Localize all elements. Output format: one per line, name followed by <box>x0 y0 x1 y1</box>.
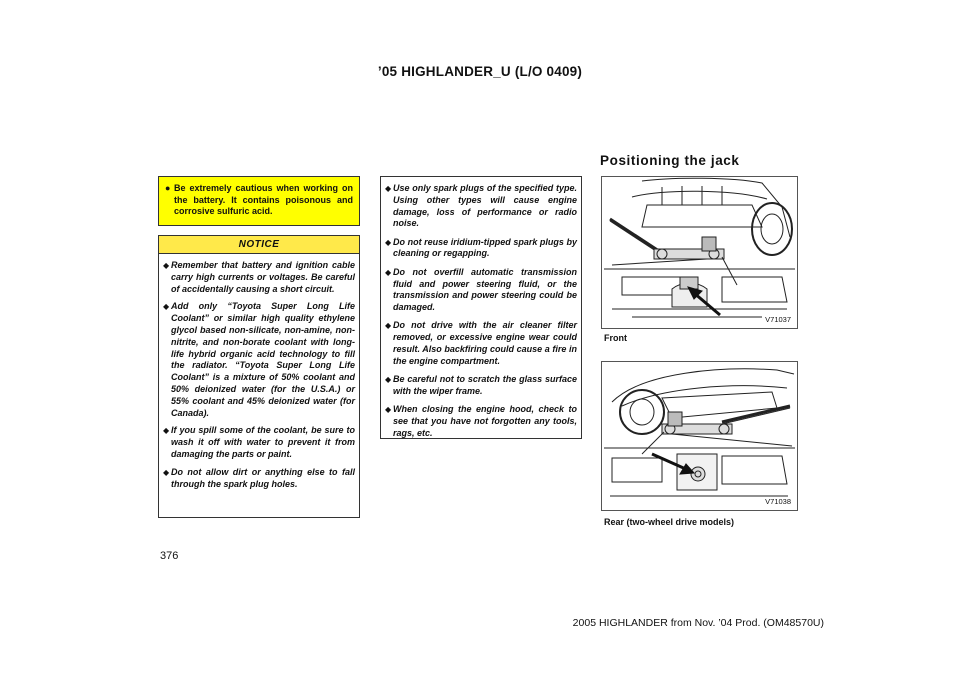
notice-item <box>381 237 581 261</box>
notice-item-text: Use only spark plugs of the specified type. Using other types will cause engine damage, loss of performance or radio noise. <box>393 183 577 229</box>
diamond-bullet-icon: ◆ <box>385 184 392 193</box>
diamond-bullet-icon: ◆ <box>385 321 392 331</box>
rear-jack-illustration <box>601 361 798 511</box>
notice-item <box>381 183 581 230</box>
figure-caption: Rear (two-wheel drive models) <box>604 517 735 527</box>
section-title: Positioning the jack <box>600 153 740 168</box>
front-jack-illustration <box>601 176 798 329</box>
diamond-bullet-icon: ◆ <box>163 426 170 436</box>
notice-item <box>381 267 581 314</box>
diamond-bullet-icon: ◆ <box>385 405 392 415</box>
diamond-bullet-icon: ◆ <box>163 261 170 270</box>
notice-item <box>159 425 359 460</box>
notice-box-continued <box>380 176 582 439</box>
notice-item <box>381 320 581 367</box>
front-jack-drawing <box>602 177 797 328</box>
notice-title: NOTICE <box>159 236 359 254</box>
notice-item-text: Do not allow dirt or anything else to fall through the spark plug holes. <box>171 466 355 489</box>
diamond-bullet-icon: ◆ <box>385 237 392 247</box>
notice-item <box>159 260 359 295</box>
caution-bullet: ● <box>165 183 171 193</box>
notice-item-text: Be careful not to scratch the glass surface with the wiper frame. <box>393 374 577 396</box>
notice-item-text: Do not reuse iridium-tipped spark plugs by cleaning or regapping. <box>393 236 577 259</box>
page-number: 376 <box>160 550 179 562</box>
diamond-bullet-icon: ◆ <box>385 375 392 385</box>
notice-box <box>158 235 360 518</box>
notice-item <box>381 404 581 439</box>
figure-code: V71038 <box>765 497 791 506</box>
notice-item-text: When closing the engine hood, check to see that you have not forgotten any tools, rags, etc. <box>393 404 577 438</box>
notice-item <box>159 301 359 419</box>
caution-text: Be extremely cautious when working on the battery. It contains poisonous and corrosive sulfuric acid. <box>174 183 353 216</box>
notice-item-text: Do not drive with the air cleaner filter removed, or excessive engine wear could result. Also backfiring could cause a fire in the engine compartment. <box>393 320 577 366</box>
notice-item-text: Add only “Toyota Super Long Life Coolant” or similar high quality ethylene glycol based non-silicate, non-amine, non-nitrite, and non-borate coolant with long-life hybrid organic acid technology to fill the radiator. “Toyota Super Long Life Coolant” is a mixture of 50% coolant and 50% deionized water (for the U.S.A.) or 55% coolant and 45% deionized water (for Canada). <box>171 301 355 418</box>
figure-caption: Front <box>604 333 627 343</box>
diamond-bullet-icon: ◆ <box>163 302 170 312</box>
notice-item <box>381 374 581 398</box>
rear-jack-drawing <box>602 362 797 510</box>
notice-item-text: If you spill some of the coolant, be sure to wash it off with water to prevent it from damaging the parts or paint. <box>171 425 355 459</box>
figure-code: V71037 <box>765 315 791 324</box>
diamond-bullet-icon: ◆ <box>385 267 392 277</box>
notice-item-text: Do not overfill automatic transmission fluid and power steering fluid, or the transmission and power steering could be damaged. <box>393 266 577 313</box>
page-footer: 2005 HIGHLANDER from Nov. ’04 Prod. (OM48570U) <box>572 617 824 629</box>
caution-box <box>158 176 360 226</box>
notice-item-text: Remember that battery and ignition cable carry high currents or voltages. Be careful of accidentally causing a short circuit. <box>171 260 355 294</box>
notice-item <box>159 467 359 491</box>
running-header: ’05 HIGHLANDER_U (L/O 0409) <box>377 64 583 79</box>
diamond-bullet-icon: ◆ <box>163 467 170 477</box>
